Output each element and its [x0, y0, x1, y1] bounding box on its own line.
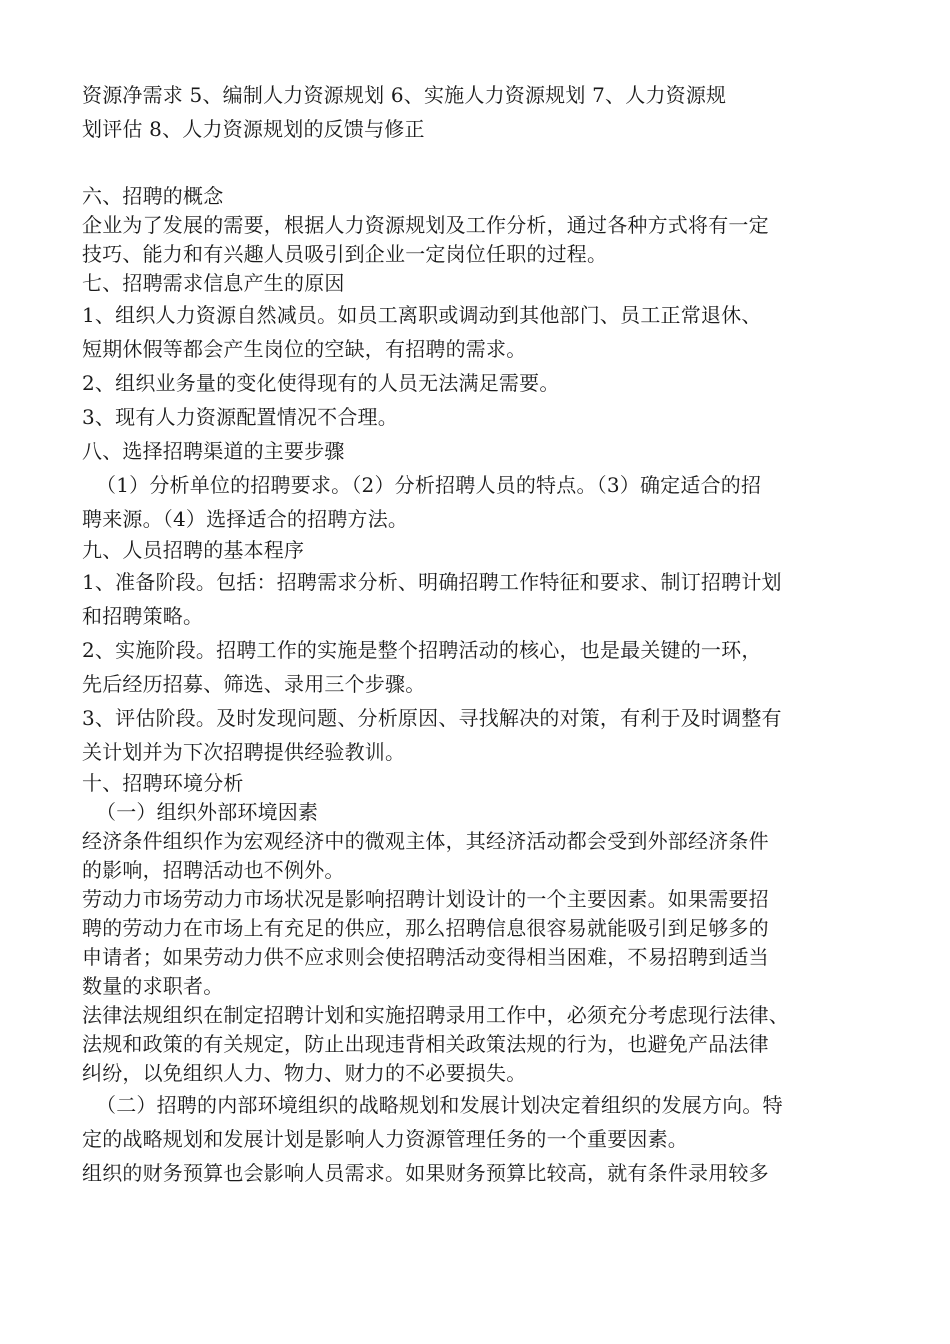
- text-line: 技巧、能力和有兴趣人员吸引到企业一定岗位任职的过程。: [82, 242, 608, 266]
- subsection-heading: （二）招聘的内部环境组织的战略规划和发展计划决定着组织的发展方向。特: [96, 1093, 783, 1117]
- text-line: 企业为了发展的需要，根据人力资源规划及工作分析，通过各种方式将有一定: [82, 213, 769, 237]
- text-line: 劳动力市场劳动力市场状况是影响招聘计划设计的一个主要因素。如果需要招: [82, 887, 769, 911]
- text-line: 的影响，招聘活动也不例外。: [82, 858, 345, 882]
- text-line: 关计划并为下次招聘提供经验教训。: [82, 740, 406, 764]
- text-line: 和招聘策略。: [82, 604, 204, 628]
- section-heading: 七、招聘需求信息产生的原因: [82, 271, 345, 295]
- text-line: 3、评估阶段。及时发现问题、分析原因、寻找解决的对策，有利于及时调整有: [82, 706, 782, 730]
- text-line: 3、现有人力资源配置情况不合理。: [82, 405, 398, 429]
- text-line: 法规和政策的有关规定，防止出现违背相关政策法规的行为，也避免产品法律: [82, 1032, 769, 1056]
- text-line: 纠纷，以免组织人力、物力、财力的不必要损失。: [82, 1061, 527, 1085]
- section-heading: 十、招聘环境分析: [82, 771, 244, 795]
- text-line: 经济条件组织作为宏观经济中的微观主体，其经济活动都会受到外部经济条件: [82, 829, 769, 853]
- text-line: 1、准备阶段。包括：招聘需求分析、明确招聘工作特征和要求、制订招聘计划: [82, 570, 782, 594]
- text-line: （1）分析单位的招聘要求。（2）分析招聘人员的特点。（3）确定适合的招: [96, 473, 762, 497]
- section-heading: 九、人员招聘的基本程序: [82, 538, 305, 562]
- text-line: 1、组织人力资源自然减员。如员工离职或调动到其他部门、员工正常退休、: [82, 303, 762, 327]
- document-page: [82, 78, 872, 1190]
- text-line: 法律法规组织在制定招聘计划和实施招聘录用工作中，必须充分考虑现行法律、: [82, 1003, 789, 1027]
- text-line: 数量的求职者。: [82, 974, 224, 998]
- text-line: 资源净需求 5、编制人力资源规划 6、实施人力资源规划 7、人力资源规: [82, 83, 727, 107]
- text-line: 组织的财务预算也会影响人员需求。如果财务预算比较高，就有条件录用较多: [82, 1161, 769, 1185]
- subsection-heading: （一）组织外部环境因素: [96, 800, 319, 824]
- text-line: 2、组织业务量的变化使得现有的人员无法满足需要。: [82, 371, 560, 395]
- text-line: 定的战略规划和发展计划是影响人力资源管理任务的一个重要因素。: [82, 1127, 688, 1151]
- section-heading: 六、招聘的概念: [82, 184, 224, 208]
- text-line: 申请者；如果劳动力供不应求则会使招聘活动变得相当困难，不易招聘到适当: [82, 945, 769, 969]
- text-line: 先后经历招募、筛选、录用三个步骤。: [82, 672, 426, 696]
- text-line: 聘的劳动力在市场上有充足的供应，那么招聘信息很容易就能吸引到足够多的: [82, 916, 769, 940]
- section-heading: 八、选择招聘渠道的主要步骤: [82, 439, 345, 463]
- text-line: 2、实施阶段。招聘工作的实施是整个招聘活动的核心，也是最关键的一环，: [82, 638, 762, 662]
- text-line: 聘来源。（4）选择适合的招聘方法。: [82, 507, 409, 531]
- text-line: 划评估 8、人力资源规划的反馈与修正: [82, 117, 425, 141]
- text-line: 短期休假等都会产生岗位的空缺，有招聘的需求。: [82, 337, 527, 361]
